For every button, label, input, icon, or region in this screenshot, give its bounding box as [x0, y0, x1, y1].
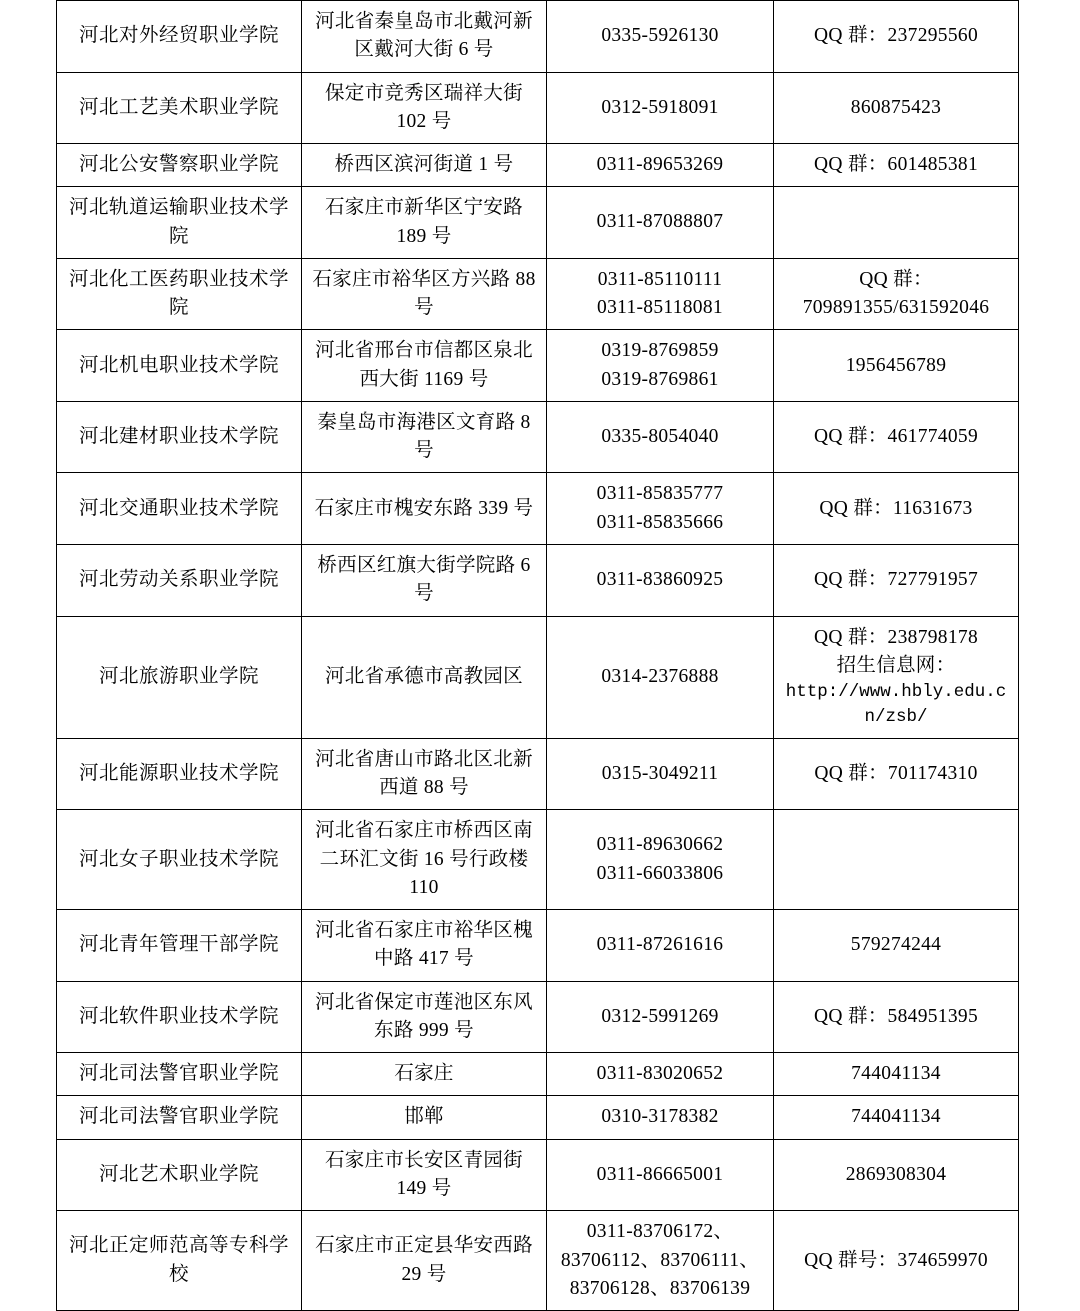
table-row — [57, 544, 1019, 616]
cell-phone — [547, 810, 774, 910]
cell-college-name: 河北女子职业技术学院 — [57, 810, 302, 910]
cell-phone: 0314-2376888 — [547, 616, 774, 738]
cell-address: 石家庄市正定县华安西路 29 号 — [302, 1211, 547, 1311]
cell-address: 石家庄 — [302, 1053, 547, 1096]
cell-college-name: 河北旅游职业学院 — [57, 616, 302, 738]
cell-address: 石家庄市新华区宁安路 189 号 — [302, 187, 547, 259]
cell-phone: 0312-5918091 — [547, 72, 774, 144]
cell-address: 河北省承德市高教园区 — [302, 616, 547, 738]
cell-address: 桥西区滨河街道 1 号 — [302, 144, 547, 187]
table-row — [57, 401, 1019, 473]
table-body — [57, 1, 1019, 1311]
qq-line: QQ 群： — [859, 268, 933, 290]
cell-college-name: 河北劳动关系职业学院 — [57, 544, 302, 616]
phone-line: 83706128、83706139 — [569, 1277, 751, 1299]
cell-college-name: 河北司法警官职业学院 — [57, 1096, 302, 1139]
table-row — [57, 810, 1019, 910]
cell-phone: 0311-89653269 — [547, 144, 774, 187]
cell-college-name: 河北化工医药职业技术学院 — [57, 258, 302, 330]
cell-address: 河北省保定市莲池区东风东路 999 号 — [302, 981, 547, 1053]
cell-qq: QQ 群：727791957 — [774, 544, 1019, 616]
table-row — [57, 616, 1019, 738]
cell-qq: QQ 群：237295560 — [774, 1, 1019, 73]
cell-address: 石家庄市槐安东路 339 号 — [302, 473, 547, 545]
cell-phone: 0310-3178382 — [547, 1096, 774, 1139]
cell-college-name: 河北能源职业技术学院 — [57, 738, 302, 810]
cell-qq — [774, 810, 1019, 910]
cell-phone: 0335-5926130 — [547, 1, 774, 73]
table-row — [57, 72, 1019, 144]
cell-phone: 0312-5991269 — [547, 981, 774, 1053]
cell-address: 秦皇岛市海港区文育路 8 号 — [302, 401, 547, 473]
cell-qq: QQ 群：584951395 — [774, 981, 1019, 1053]
cell-college-name: 河北轨道运输职业技术学院 — [57, 187, 302, 259]
qq-line: 709891355/631592046 — [802, 297, 990, 319]
cell-qq: 579274244 — [774, 910, 1019, 982]
phone-line: 0311-66033806 — [596, 862, 724, 884]
cell-address: 桥西区红旗大街学院路 6 号 — [302, 544, 547, 616]
cell-phone — [547, 1211, 774, 1311]
cell-phone: 0311-83020652 — [547, 1053, 774, 1096]
phone-line: 0311-89630662 — [596, 834, 724, 856]
phone-line: 0319-8769859 — [601, 340, 719, 362]
cell-college-name: 河北正定师范高等专科学校 — [57, 1211, 302, 1311]
cell-qq: QQ 群：11631673 — [774, 473, 1019, 545]
phone-line: 0311-85835777 — [596, 483, 724, 505]
cell-qq — [774, 616, 1019, 738]
table-row — [57, 144, 1019, 187]
cell-college-name: 河北软件职业技术学院 — [57, 981, 302, 1053]
phone-line: 83706112、83706111、 — [560, 1249, 760, 1271]
cell-phone: 0315-3049211 — [547, 738, 774, 810]
table-row — [57, 738, 1019, 810]
cell-phone: 0311-87088807 — [547, 187, 774, 259]
cell-phone: 0311-83860925 — [547, 544, 774, 616]
table-row — [57, 187, 1019, 259]
college-contact-table — [56, 0, 1019, 1311]
cell-address: 河北省石家庄市桥西区南二环汇文街 16 号行政楼 110 — [302, 810, 547, 910]
cell-address: 河北省秦皇岛市北戴河新区戴河大街 6 号 — [302, 1, 547, 73]
table-row — [57, 910, 1019, 982]
table-row — [57, 258, 1019, 330]
cell-college-name: 河北艺术职业学院 — [57, 1139, 302, 1211]
cell-college-name: 河北对外经贸职业学院 — [57, 1, 302, 73]
cell-phone: 0335-8054040 — [547, 401, 774, 473]
cell-address: 河北省邢台市信都区泉北西大街 1169 号 — [302, 330, 547, 402]
cell-college-name: 河北青年管理干部学院 — [57, 910, 302, 982]
phone-line: 0319-8769861 — [601, 368, 719, 390]
cell-phone: 0311-87261616 — [547, 910, 774, 982]
cell-qq: QQ 群号：374659970 — [774, 1211, 1019, 1311]
cell-phone — [547, 473, 774, 545]
qq-line: 招生信息网： — [836, 654, 956, 676]
cell-qq: 744041134 — [774, 1053, 1019, 1096]
table-row — [57, 1211, 1019, 1311]
qq-line: QQ 群：238798178 — [814, 626, 978, 648]
cell-qq: QQ 群：701174310 — [774, 738, 1019, 810]
table-row — [57, 330, 1019, 402]
cell-address: 邯郸 — [302, 1096, 547, 1139]
cell-qq: 1956456789 — [774, 330, 1019, 402]
cell-college-name: 河北公安警察职业学院 — [57, 144, 302, 187]
cell-address: 河北省石家庄市裕华区槐中路 417 号 — [302, 910, 547, 982]
table-row — [57, 981, 1019, 1053]
cell-qq — [774, 187, 1019, 259]
admissions-website-url[interactable]: http://www.hbly.edu.cn/zsb/ — [785, 682, 1007, 728]
cell-qq: QQ 群：461774059 — [774, 401, 1019, 473]
cell-address: 石家庄市长安区青园街 149 号 — [302, 1139, 547, 1211]
cell-address: 保定市竞秀区瑞祥大街 102 号 — [302, 72, 547, 144]
cell-college-name: 河北建材职业技术学院 — [57, 401, 302, 473]
cell-qq — [774, 258, 1019, 330]
cell-phone — [547, 258, 774, 330]
cell-qq: 860875423 — [774, 72, 1019, 144]
table-row — [57, 1, 1019, 73]
cell-college-name: 河北机电职业技术学院 — [57, 330, 302, 402]
table-row — [57, 1053, 1019, 1096]
cell-address: 河北省唐山市路北区北新西道 88 号 — [302, 738, 547, 810]
phone-line: 0311-85118081 — [597, 297, 723, 319]
cell-phone: 0311-86665001 — [547, 1139, 774, 1211]
cell-qq: 2869308304 — [774, 1139, 1019, 1211]
phone-line: 0311-85835666 — [596, 511, 724, 533]
cell-qq: 744041134 — [774, 1096, 1019, 1139]
table-row — [57, 473, 1019, 545]
phone-line: 0311-83706172、 — [586, 1221, 734, 1243]
phone-line: 0311-85110111 — [597, 268, 723, 290]
cell-college-name: 河北工艺美术职业学院 — [57, 72, 302, 144]
cell-phone — [547, 330, 774, 402]
cell-college-name: 河北交通职业技术学院 — [57, 473, 302, 545]
table-row — [57, 1096, 1019, 1139]
cell-qq: QQ 群：601485381 — [774, 144, 1019, 187]
table-row — [57, 1139, 1019, 1211]
cell-address: 石家庄市裕华区方兴路 88 号 — [302, 258, 547, 330]
cell-college-name: 河北司法警官职业学院 — [57, 1053, 302, 1096]
